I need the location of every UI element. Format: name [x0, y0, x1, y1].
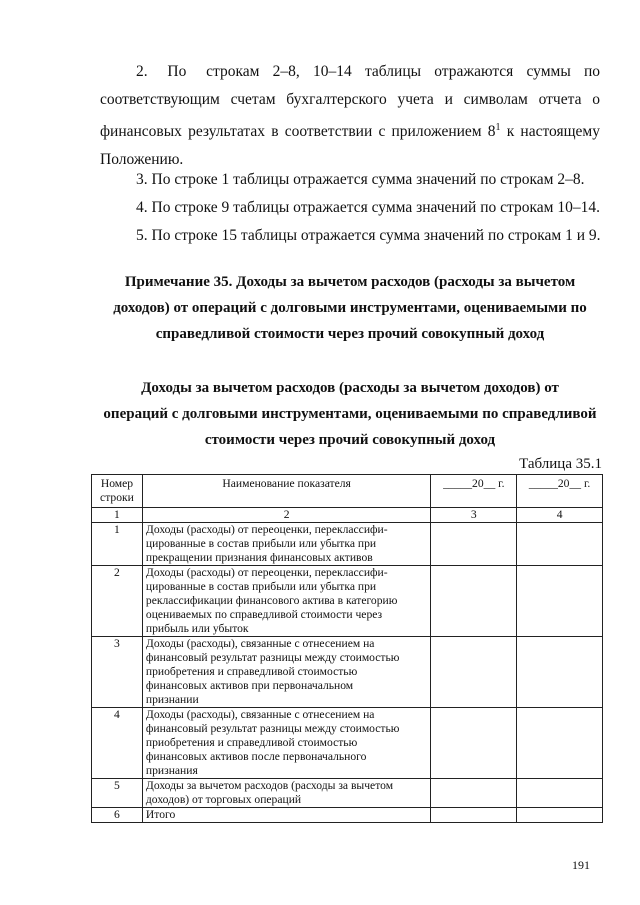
header-period-1: _____20__ г.: [431, 475, 517, 508]
value-cell: [517, 637, 603, 708]
note-heading: [80, 269, 620, 347]
value-cell: [517, 708, 603, 779]
paragraph-2: [100, 58, 600, 174]
value-cell: [431, 779, 517, 808]
header-period-2: _____20__ г.: [517, 475, 603, 508]
value-cell: [431, 637, 517, 708]
value-cell: [517, 779, 603, 808]
row-number: 6: [92, 808, 143, 823]
table-header-row: [92, 475, 603, 508]
paragraph-3: 3. По строке 1 таблицы отражается сумма значений по строкам 2–8.: [136, 171, 585, 188]
paragraph-text: к настоящему: [500, 123, 600, 141]
table-heading: [80, 375, 620, 453]
row-name: Доходы (расходы) от переоценки, переклассифи- цированные в состав прибыли или убытка при прекращении признания финансовых активов: [142, 523, 430, 566]
table-row: [92, 566, 603, 637]
paragraph-line: 2. По строкам 2–8, 10–14 таблицы отражаются суммы по: [136, 63, 600, 80]
value-cell: [517, 523, 603, 566]
row-name: Доходы (расходы), связанные с отнесением на финансовый результат разницы между стоимостью приобретения и справедливой стоимостью финансовых активов после первоначального признания: [142, 708, 430, 779]
heading-line: операций с долговыми инструментами, оцениваемыми по справедливой: [103, 406, 597, 422]
header-row-number: Номер строки: [92, 475, 143, 508]
paragraph-5: 5. По строке 15 таблицы отражается сумма значений по строкам 1 и 9.: [136, 227, 601, 244]
paragraph-line: соответствующим счетам бухгалтерского учета и символам отчета о: [100, 91, 600, 108]
table-caption: Таблица 35.1: [519, 456, 602, 472]
paragraph-line: Положению.: [100, 151, 184, 169]
row-number: 2: [92, 566, 143, 637]
heading-line: Примечание 35. Доходы за вычетом расходов (расходы за вычетом: [124, 274, 576, 290]
index-cell: 4: [517, 508, 603, 523]
index-cell: 1: [92, 508, 143, 523]
value-cell: [431, 523, 517, 566]
header-indicator-name: Наименование показателя: [142, 475, 430, 508]
value-cell: [517, 808, 603, 823]
row-name: Доходы (расходы) от переоценки, переклассифи- цированные в состав прибыли или убытка при реклассификации финансового актива в категорию оцениваемых по справедливой стоимости через прибыль или убыток: [142, 566, 430, 637]
table-row: [92, 708, 603, 779]
table-row: [92, 808, 603, 823]
page-number: 191: [572, 858, 590, 872]
heading-line: стоимости через прочий совокупный доход: [204, 432, 496, 448]
row-number: 1: [92, 523, 143, 566]
value-cell: [431, 808, 517, 823]
table-row: [92, 523, 603, 566]
table-row: [92, 779, 603, 808]
row-number: 3: [92, 637, 143, 708]
footnote-reference: 1: [495, 122, 501, 133]
row-name: Доходы за вычетом расходов (расходы за вычетом доходов) от торговых операций: [142, 779, 430, 808]
index-cell: 3: [431, 508, 517, 523]
heading-line: Доходы за вычетом расходов (расходы за вычетом доходов) от: [141, 380, 559, 396]
paragraph-line: [100, 114, 600, 146]
income-table: [91, 474, 603, 823]
row-name: Доходы (расходы), связанные с отнесением на финансовый результат разницы между стоимостью приобретения и справедливой стоимостью финансовых активов при первоначальном признании: [142, 637, 430, 708]
paragraph-text: финансовых результатах в соответствии с приложением 8: [100, 123, 496, 141]
table-row: [92, 637, 603, 708]
row-name: Итого: [142, 808, 430, 823]
table-index-row: [92, 508, 603, 523]
value-cell: [431, 708, 517, 779]
value-cell: [431, 566, 517, 637]
row-number: 5: [92, 779, 143, 808]
index-cell: 2: [142, 508, 430, 523]
value-cell: [517, 566, 603, 637]
paragraph-4: 4. По строке 9 таблицы отражается сумма значений по строкам 10–14.: [136, 199, 600, 216]
heading-line: справедливой стоимости через прочий совокупный доход: [155, 326, 545, 342]
heading-line: доходов) от операций с долговыми инструментами, оцениваемыми по: [113, 300, 587, 316]
row-number: 4: [92, 708, 143, 779]
